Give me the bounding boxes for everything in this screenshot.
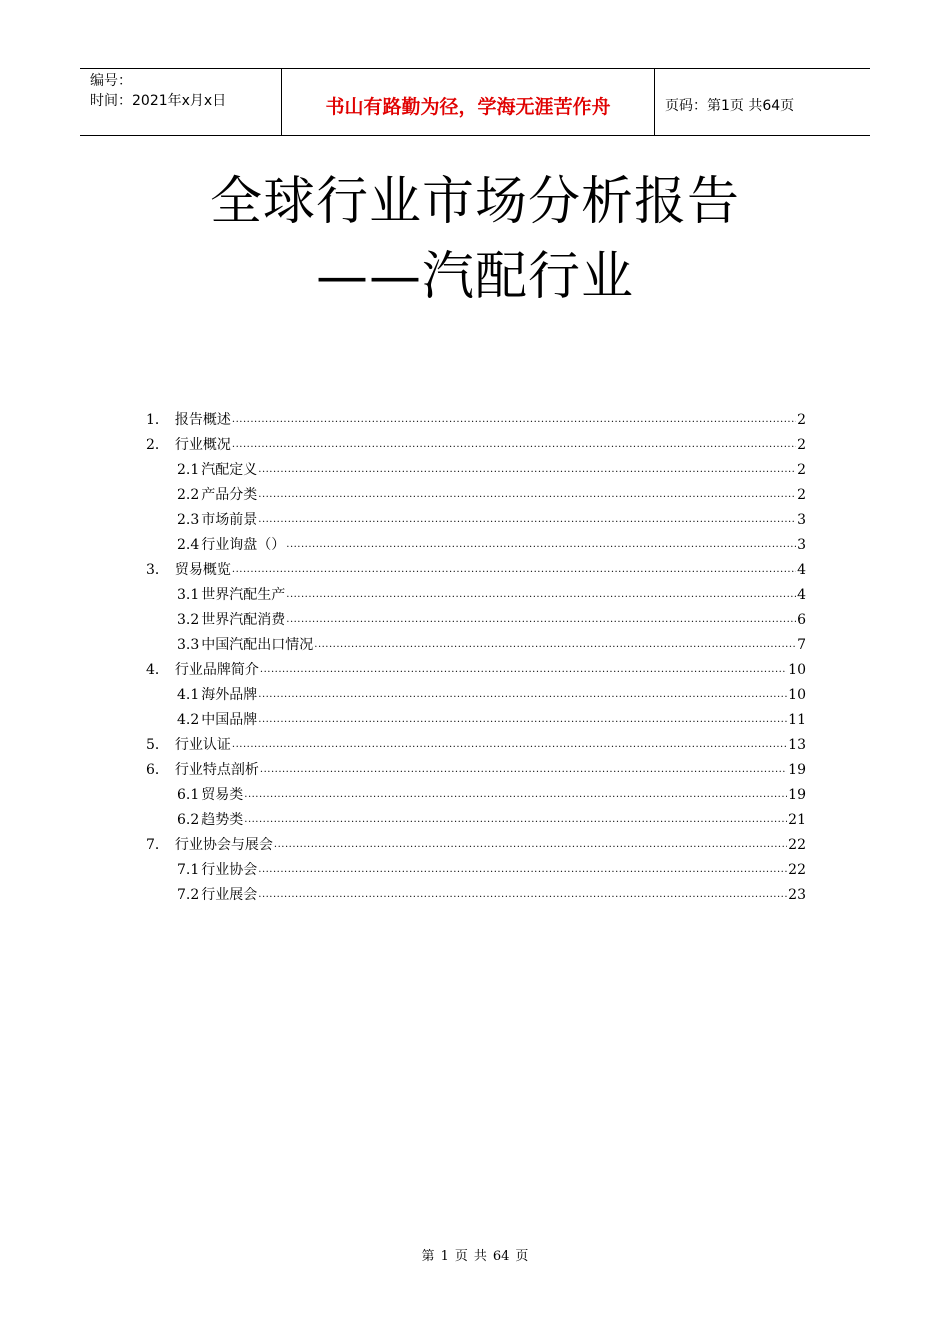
toc-dot-leader — [258, 457, 796, 482]
toc-dot-leader — [258, 857, 787, 882]
toc-dot-leader — [286, 582, 796, 607]
toc-dot-leader — [286, 607, 796, 632]
toc-entry[interactable] — [146, 858, 806, 883]
toc-entry-label: 产品分类 — [201, 487, 258, 503]
toc-entry-label: 中国汽配出口情况 — [201, 637, 314, 653]
toc-entry-number: 3.2 — [177, 612, 200, 628]
toc-entry-page: 13 — [788, 737, 806, 753]
table-of-contents — [146, 408, 806, 908]
toc-entry-number: 2.3 — [177, 512, 200, 528]
toc-dot-leader — [258, 482, 796, 507]
toc-entry[interactable] — [146, 883, 806, 908]
toc-entry[interactable] — [146, 583, 806, 608]
toc-entry-number: 6． — [146, 762, 169, 778]
toc-entry-number: 7.2 — [177, 887, 200, 903]
toc-entry-label: 行业协会 — [201, 862, 258, 878]
toc-entry-label: 行业概况 — [174, 437, 231, 453]
page-footer — [0, 1245, 950, 1264]
toc-entry[interactable] — [146, 608, 806, 633]
toc-dot-leader — [260, 657, 787, 682]
toc-entry[interactable] — [146, 433, 806, 458]
toc-dot-leader — [258, 682, 787, 707]
toc-dot-leader — [260, 757, 787, 782]
toc-entry-page: 11 — [788, 712, 806, 728]
toc-dot-leader — [232, 732, 787, 757]
toc-entry-page: 10 — [788, 687, 806, 703]
toc-entry-page: 2 — [797, 437, 806, 453]
toc-entry-page: 23 — [788, 887, 806, 903]
toc-entry-number: 3． — [146, 562, 169, 578]
toc-entry-number: 2.2 — [177, 487, 200, 503]
toc-entry-page: 21 — [788, 812, 806, 828]
toc-entry-label: 市场前景 — [201, 512, 258, 528]
toc-entry-number: 4.1 — [177, 687, 200, 703]
toc-entry-number: 6.1 — [177, 787, 200, 803]
toc-entry-number: 6.2 — [177, 812, 200, 828]
toc-entry-label: 世界汽配生产 — [201, 587, 286, 603]
document-time-label: 时间：2021年x月x日 — [90, 93, 227, 109]
toc-entry-page: 2 — [797, 487, 806, 503]
toc-entry-label: 汽配定义 — [201, 462, 258, 478]
toc-dot-leader — [286, 532, 796, 557]
toc-dot-leader — [314, 632, 796, 657]
toc-entry[interactable] — [146, 533, 806, 558]
toc-entry-page: 4 — [797, 587, 806, 603]
toc-dot-leader — [232, 557, 796, 582]
toc-entry-number: 7.1 — [177, 862, 200, 878]
toc-entry-page: 22 — [788, 862, 806, 878]
toc-dot-leader — [258, 707, 787, 732]
toc-entry-label: 贸易类 — [201, 787, 244, 803]
toc-entry[interactable] — [146, 683, 806, 708]
header-meta — [80, 69, 282, 135]
toc-entry-label: 贸易概览 — [174, 562, 231, 578]
toc-dot-leader — [258, 507, 796, 532]
toc-entry-page: 7 — [797, 637, 806, 653]
toc-entry-page: 19 — [788, 787, 806, 803]
toc-entry-number: 4.2 — [177, 712, 200, 728]
toc-dot-leader — [274, 832, 787, 857]
toc-entry-number: 5． — [146, 737, 169, 753]
toc-entry-label: 世界汽配消费 — [201, 612, 286, 628]
toc-entry[interactable] — [146, 408, 806, 433]
page-header — [80, 68, 870, 136]
footer-gong: 共 — [473, 1249, 487, 1264]
toc-entry[interactable] — [146, 633, 806, 658]
toc-entry-page: 19 — [788, 762, 806, 778]
toc-entry-page: 2 — [797, 412, 806, 428]
toc-entry-label: 行业展会 — [201, 887, 258, 903]
footer-di: 第 — [421, 1249, 435, 1264]
toc-entry[interactable] — [146, 483, 806, 508]
toc-entry-page: 3 — [797, 512, 806, 528]
toc-entry-label: 行业认证 — [174, 737, 231, 753]
toc-dot-leader — [232, 407, 796, 432]
toc-entry[interactable] — [146, 833, 806, 858]
toc-entry-number: 3.3 — [177, 637, 200, 653]
toc-entry-label: 行业询盘（） — [201, 537, 286, 553]
toc-entry-label: 中国品牌 — [201, 712, 258, 728]
toc-entry-page: 6 — [797, 612, 806, 628]
toc-entry-label: 行业协会与展会 — [174, 837, 273, 853]
toc-entry[interactable] — [146, 808, 806, 833]
toc-entry[interactable] — [146, 508, 806, 533]
toc-entry[interactable] — [146, 783, 806, 808]
toc-entry-page: 22 — [788, 837, 806, 853]
toc-entry[interactable] — [146, 558, 806, 583]
toc-entry[interactable] — [146, 458, 806, 483]
toc-entry-number: 4． — [146, 662, 169, 678]
toc-entry-label: 海外品牌 — [201, 687, 258, 703]
toc-entry-number: 7． — [146, 837, 169, 853]
toc-entry-label: 报告概述 — [174, 412, 231, 428]
toc-dot-leader — [232, 432, 796, 457]
toc-entry-page: 10 — [788, 662, 806, 678]
footer-total-pages: 64 — [492, 1249, 510, 1264]
footer-page-number: 1 — [440, 1249, 449, 1264]
toc-entry-number: 2． — [146, 437, 169, 453]
toc-entry-label: 行业品牌简介 — [174, 662, 259, 678]
toc-dot-leader — [258, 882, 787, 907]
report-title: 全球行业市场分析报告 — [209, 172, 740, 232]
toc-entry-number: 2.1 — [177, 462, 200, 478]
toc-entry-number: 3.1 — [177, 587, 200, 603]
toc-entry[interactable] — [146, 658, 806, 683]
toc-entry-label: 行业特点剖析 — [174, 762, 259, 778]
toc-entry-number: 2.4 — [177, 537, 200, 553]
report-subtitle: ——汽配行业 — [315, 247, 634, 307]
header-page-info: 页码：第1页 共64页 — [665, 98, 795, 114]
toc-entry-page: 3 — [797, 537, 806, 553]
toc-entry[interactable] — [146, 708, 806, 733]
document-number-label: 编号： — [90, 73, 132, 89]
toc-entry-page: 2 — [797, 462, 806, 478]
header-motto: 书山有路勤为径，学海无涯苦作舟 — [282, 69, 655, 135]
toc-dot-leader — [244, 807, 787, 832]
footer-ye-2: 页 — [515, 1249, 529, 1264]
toc-entry-number: 1． — [146, 412, 169, 428]
toc-entry[interactable] — [146, 733, 806, 758]
toc-entry[interactable] — [146, 758, 806, 783]
footer-ye: 页 — [454, 1249, 468, 1264]
toc-entry-page: 4 — [797, 562, 806, 578]
toc-dot-leader — [244, 782, 787, 807]
toc-entry-label: 趋势类 — [201, 812, 244, 828]
